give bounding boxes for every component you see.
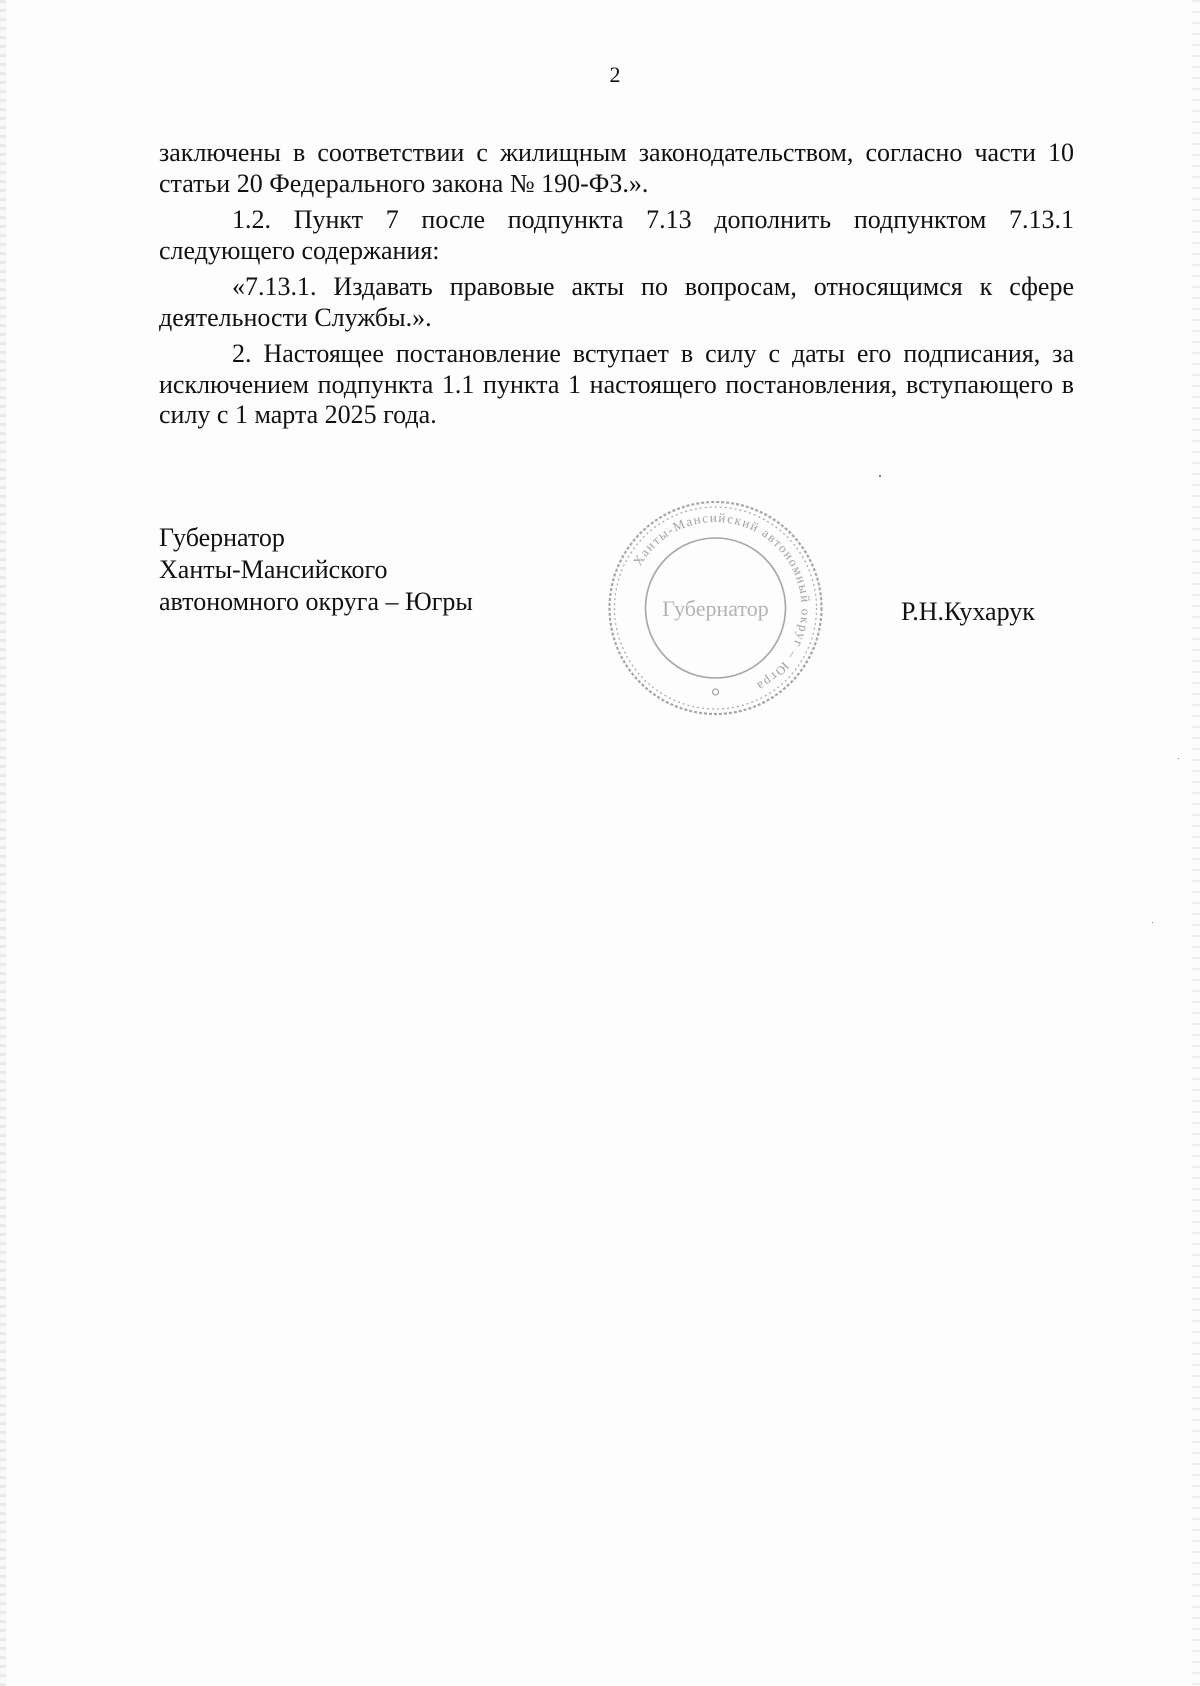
scan-edge-right — [1192, 0, 1200, 1686]
seal-graphic — [598, 494, 833, 722]
paragraph-item-1-2: 1.2. Пункт 7 после подпункта 7.13 дополнить подпунктом 7.13.1 следующего содержания: — [159, 205, 1074, 265]
document-body — [159, 138, 1074, 437]
scan-speck — [1152, 922, 1153, 923]
scan-speck — [1178, 758, 1179, 759]
scan-edge-left — [0, 0, 6, 1686]
seal-ring-text: Ханты-Мансийский автономный округ – Югра — [629, 509, 814, 695]
paragraph-item-2: 2. Настоящее постановление вступает в силу с даты его подписания, за исключением подпункта 1.1 пункта 1 настоящего постановления, вступающего в силу с 1 марта 2025 года. — [159, 339, 1074, 429]
signature-title-line-3: автономного округа – Югры — [159, 587, 473, 616]
official-seal-stamp — [598, 494, 833, 722]
scan-speck — [879, 475, 881, 477]
paragraph-subitem-7-13-1: «7.13.1. Издавать правовые акты по вопросам, относящимся к сфере деятельности Службы.». — [159, 272, 1074, 332]
signature-title-block — [159, 522, 473, 618]
signer-name: Р.Н.Кухарук — [901, 597, 1035, 626]
signature-title-line-1: Губернатор — [159, 523, 285, 552]
page-number: 2 — [609, 62, 621, 87]
seal-center-text: Губернатор — [662, 596, 769, 621]
signature-title-line-2: Ханты-Мансийского — [159, 555, 388, 584]
paragraph-continuation: заключены в соответствии с жилищным законодательством, согласно части 10 статьи 20 Федерального закона № 190-ФЗ.». — [159, 138, 1074, 198]
